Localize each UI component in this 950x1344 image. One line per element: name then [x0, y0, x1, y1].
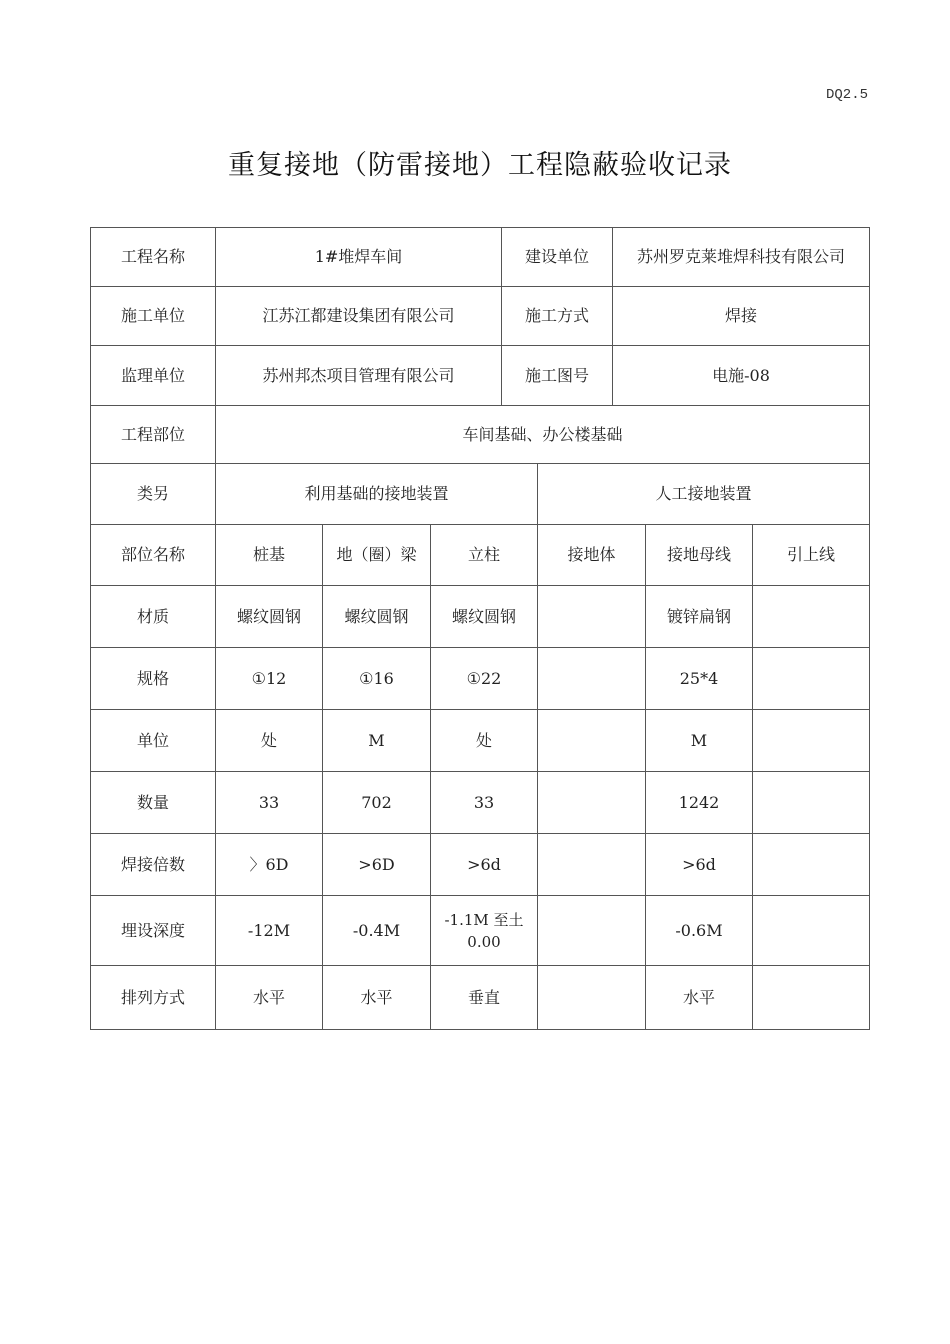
part-column-busbar: 接地母线	[646, 525, 753, 586]
project-name-label: 工程名称	[91, 228, 216, 287]
quantity-busbar: 1242	[646, 772, 753, 834]
unit-busbar: M	[646, 710, 753, 772]
depth-downlead	[753, 896, 870, 966]
part-column-electrode: 接地体	[538, 525, 646, 586]
contractor-value: 江苏江都建设集团有限公司	[216, 287, 502, 346]
row-label-spec: 规格	[91, 648, 216, 710]
part-column-beam: 地（圈）梁	[323, 525, 431, 586]
owner-value: 苏州罗克莱堆焊科技有限公司	[613, 228, 870, 287]
arrangement-downlead	[753, 966, 870, 1030]
arrangement-electrode	[538, 966, 646, 1030]
arrangement-busbar: 水平	[646, 966, 753, 1030]
page-title: 重复接地（防雷接地）工程隐蔽验收记录	[228, 150, 732, 181]
project-name-value: 1#堆焊车间	[216, 228, 502, 287]
weld-multiple-downlead	[753, 834, 870, 896]
weld-multiple-pile: 〉6D	[216, 834, 323, 896]
quantity-electrode	[538, 772, 646, 834]
supervisor-value: 苏州邦杰项目管理有限公司	[216, 346, 502, 406]
spec-electrode	[538, 648, 646, 710]
method-value: 焊接	[613, 287, 870, 346]
part-column-pillar: 立柱	[431, 525, 538, 586]
quantity-pillar: 33	[431, 772, 538, 834]
parts-label: 部位名称	[91, 525, 216, 586]
arrangement-beam: 水平	[323, 966, 431, 1030]
depth-electrode	[538, 896, 646, 966]
spec-pillar: ①22	[431, 648, 538, 710]
location-label: 工程部位	[91, 406, 216, 464]
depth-pile: -12M	[216, 896, 323, 966]
depth-pillar: -1.1M 至土 0.00	[431, 896, 538, 966]
depth-beam: -0.4M	[323, 896, 431, 966]
contractor-label: 施工单位	[91, 287, 216, 346]
method-label: 施工方式	[502, 287, 613, 346]
material-beam: 螺纹圆钢	[323, 586, 431, 648]
weld-multiple-pillar: >6d	[431, 834, 538, 896]
unit-downlead	[753, 710, 870, 772]
drawing-label: 施工图号	[502, 346, 613, 406]
quantity-downlead	[753, 772, 870, 834]
spec-busbar: 25*4	[646, 648, 753, 710]
material-downlead	[753, 586, 870, 648]
row-label-material: 材质	[91, 586, 216, 648]
acceptance-record-table	[90, 227, 870, 1030]
spec-beam: ①16	[323, 648, 431, 710]
arrangement-pile: 水平	[216, 966, 323, 1030]
part-column-downlead: 引上线	[753, 525, 870, 586]
document-code: DQ2.5	[826, 87, 869, 103]
unit-pillar: 处	[431, 710, 538, 772]
quantity-beam: 702	[323, 772, 431, 834]
row-label-arrangement: 排列方式	[91, 966, 216, 1030]
material-electrode	[538, 586, 646, 648]
category-label: 类另	[91, 464, 216, 525]
unit-electrode	[538, 710, 646, 772]
row-label-weld-multiple: 焊接倍数	[91, 834, 216, 896]
spec-downlead	[753, 648, 870, 710]
owner-label: 建设单位	[502, 228, 613, 287]
drawing-value: 电施-08	[613, 346, 870, 406]
material-pile: 螺纹圆钢	[216, 586, 323, 648]
supervisor-label: 监理单位	[91, 346, 216, 406]
depth-busbar: -0.6M	[646, 896, 753, 966]
row-label-depth: 埋设深度	[91, 896, 216, 966]
material-busbar: 镀锌扁钢	[646, 586, 753, 648]
row-label-unit: 单位	[91, 710, 216, 772]
location-value: 车间基础、办公楼基础	[216, 406, 870, 464]
spec-pile: ①12	[216, 648, 323, 710]
weld-multiple-electrode	[538, 834, 646, 896]
weld-multiple-busbar: >6d	[646, 834, 753, 896]
weld-multiple-beam: >6D	[323, 834, 431, 896]
row-label-quantity: 数量	[91, 772, 216, 834]
part-column-pile: 桩基	[216, 525, 323, 586]
category-foundation: 利用基础的接地装置	[216, 464, 538, 525]
arrangement-pillar: 垂直	[431, 966, 538, 1030]
material-pillar: 螺纹圆钢	[431, 586, 538, 648]
category-artificial: 人工接地装置	[538, 464, 870, 525]
unit-pile: 处	[216, 710, 323, 772]
unit-beam: M	[323, 710, 431, 772]
quantity-pile: 33	[216, 772, 323, 834]
